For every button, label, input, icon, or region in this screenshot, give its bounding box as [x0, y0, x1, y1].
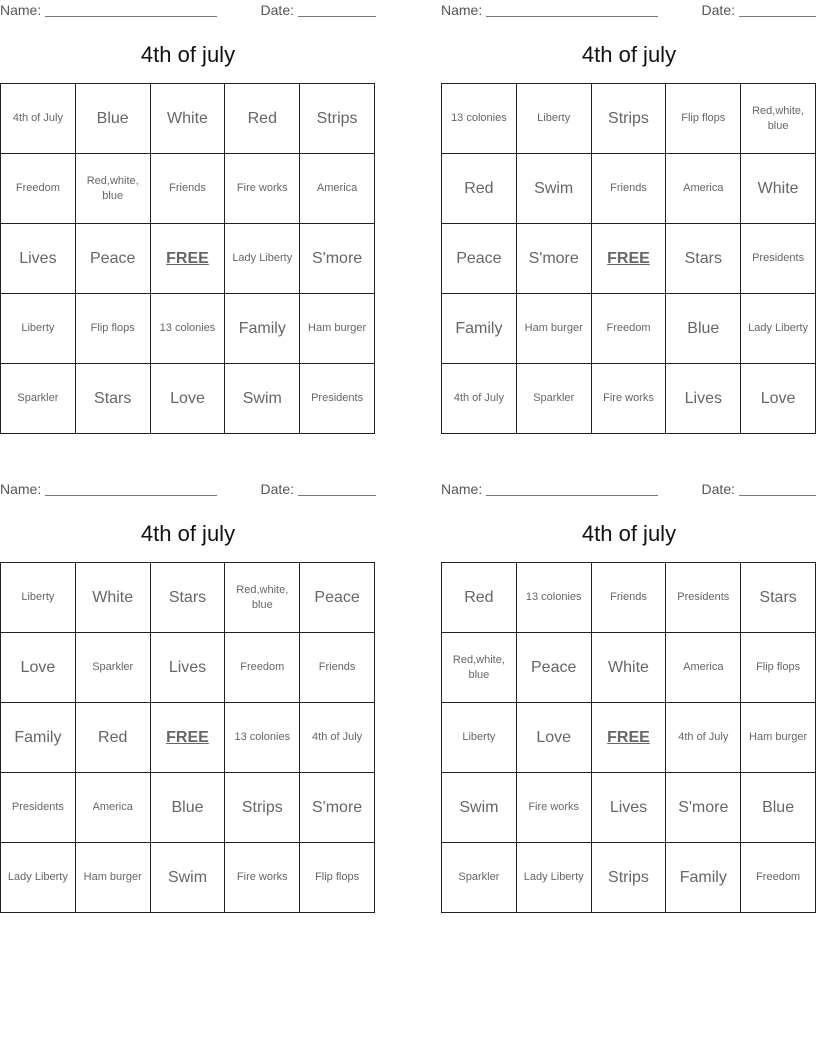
- free-space-cell: FREE: [592, 224, 667, 294]
- bingo-cell: Lady Liberty: [1, 843, 76, 913]
- bingo-cell: Strips: [300, 84, 375, 154]
- name-field: [0, 2, 217, 18]
- bingo-cell: Freedom: [592, 294, 667, 364]
- bingo-cell: S'more: [300, 773, 375, 843]
- bingo-cell: Red,white, blue: [741, 84, 816, 154]
- bingo-cell: 4th of July: [442, 364, 517, 434]
- bingo-cell: S'more: [300, 224, 375, 294]
- bingo-cell: Flip flops: [300, 843, 375, 913]
- bingo-cell: Swim: [442, 773, 517, 843]
- bingo-cell: Blue: [76, 84, 151, 154]
- bingo-cell: Strips: [225, 773, 300, 843]
- bingo-cell: Stars: [666, 224, 741, 294]
- name-label: Name:: [0, 481, 42, 497]
- bingo-cell: White: [592, 633, 667, 703]
- bingo-cell: Fire works: [225, 154, 300, 224]
- card-header: [0, 481, 376, 499]
- bingo-cell: Flip flops: [76, 294, 151, 364]
- bingo-cell: Love: [741, 364, 816, 434]
- bingo-cell: Red,white, blue: [442, 633, 517, 703]
- date-blank-line: [298, 483, 376, 496]
- date-field: [702, 2, 816, 18]
- date-blank-line: [739, 483, 816, 496]
- bingo-cell: Swim: [151, 843, 226, 913]
- bingo-cell: Freedom: [225, 633, 300, 703]
- bingo-cell: America: [76, 773, 151, 843]
- bingo-cell: Peace: [76, 224, 151, 294]
- bingo-cell: Swim: [517, 154, 592, 224]
- bingo-cell: Blue: [151, 773, 226, 843]
- name-field: [0, 481, 217, 497]
- bingo-cell: Liberty: [1, 563, 76, 633]
- bingo-cell: America: [666, 154, 741, 224]
- bingo-cell: Presidents: [666, 563, 741, 633]
- bingo-cell: Sparkler: [442, 843, 517, 913]
- bingo-cell: Fire works: [592, 364, 667, 434]
- date-label: Date:: [260, 481, 294, 497]
- free-space-cell: FREE: [151, 703, 226, 773]
- date-blank-line: [739, 4, 816, 17]
- bingo-cell: Red: [76, 703, 151, 773]
- card-title: 4th of july: [140, 42, 236, 67]
- bingo-cell: Sparkler: [76, 633, 151, 703]
- bingo-cell: Flip flops: [741, 633, 816, 703]
- bingo-cell: Fire works: [225, 843, 300, 913]
- bingo-cell: Blue: [666, 294, 741, 364]
- bingo-cell: Family: [225, 294, 300, 364]
- card-header: [0, 2, 376, 20]
- date-label: Date:: [260, 2, 294, 18]
- bingo-cell: Presidents: [741, 224, 816, 294]
- name-field: [441, 481, 658, 497]
- bingo-cell: Strips: [592, 843, 667, 913]
- card-title: 4th of july: [581, 42, 677, 67]
- bingo-cell: S'more: [517, 224, 592, 294]
- bingo-cell: Friends: [151, 154, 226, 224]
- bingo-cell: Family: [666, 843, 741, 913]
- bingo-cell: Peace: [442, 224, 517, 294]
- bingo-cell: Lady Liberty: [225, 224, 300, 294]
- bingo-cell: Swim: [225, 364, 300, 434]
- bingo-grid: [0, 83, 375, 434]
- bingo-cell: Stars: [76, 364, 151, 434]
- bingo-cell: Freedom: [1, 154, 76, 224]
- bingo-cell: 4th of July: [666, 703, 741, 773]
- bingo-cell: America: [300, 154, 375, 224]
- bingo-cell: Red: [442, 563, 517, 633]
- bingo-cell: Love: [1, 633, 76, 703]
- bingo-cell: Red: [442, 154, 517, 224]
- date-blank-line: [298, 4, 376, 17]
- bingo-cell: Peace: [517, 633, 592, 703]
- date-label: Date:: [701, 2, 735, 18]
- name-blank-line: [486, 483, 658, 496]
- bingo-cell: Ham burger: [76, 843, 151, 913]
- bingo-cell: 13 colonies: [517, 563, 592, 633]
- free-space-cell: FREE: [151, 224, 226, 294]
- bingo-cell: Family: [1, 703, 76, 773]
- bingo-cell: Red,white, blue: [76, 154, 151, 224]
- bingo-cell: Lady Liberty: [741, 294, 816, 364]
- date-field: [261, 481, 376, 497]
- bingo-cell: Ham burger: [741, 703, 816, 773]
- bingo-cell: Stars: [151, 563, 226, 633]
- bingo-cell: Friends: [592, 154, 667, 224]
- bingo-cell: 4th of July: [300, 703, 375, 773]
- bingo-cell: Flip flops: [666, 84, 741, 154]
- bingo-cell: Blue: [741, 773, 816, 843]
- name-blank-line: [45, 483, 217, 496]
- date-label: Date:: [701, 481, 735, 497]
- name-field: [441, 2, 658, 18]
- bingo-cell: Lives: [1, 224, 76, 294]
- bingo-cell: Strips: [592, 84, 667, 154]
- bingo-cell: Liberty: [517, 84, 592, 154]
- bingo-cell: Friends: [300, 633, 375, 703]
- card-header: [441, 2, 816, 20]
- bingo-cell: 13 colonies: [151, 294, 226, 364]
- bingo-cell: Peace: [300, 563, 375, 633]
- bingo-grid: [0, 562, 375, 913]
- bingo-cell: Stars: [741, 563, 816, 633]
- bingo-cell: Fire works: [517, 773, 592, 843]
- name-label: Name:: [0, 2, 42, 18]
- bingo-cell: Freedom: [741, 843, 816, 913]
- bingo-grid: [441, 562, 816, 913]
- bingo-cell: Presidents: [300, 364, 375, 434]
- bingo-cell: White: [76, 563, 151, 633]
- card-title: 4th of july: [581, 521, 677, 546]
- bingo-cell: Love: [517, 703, 592, 773]
- bingo-cell: Family: [442, 294, 517, 364]
- date-field: [702, 481, 816, 497]
- name-blank-line: [486, 4, 658, 17]
- free-space-cell: FREE: [592, 703, 667, 773]
- bingo-cell: Red,white, blue: [225, 563, 300, 633]
- name-blank-line: [45, 4, 217, 17]
- name-label: Name:: [441, 2, 483, 18]
- bingo-cell: Lives: [151, 633, 226, 703]
- bingo-cell: Red: [225, 84, 300, 154]
- bingo-cell: Lives: [666, 364, 741, 434]
- bingo-cell: White: [741, 154, 816, 224]
- bingo-cell: Ham burger: [517, 294, 592, 364]
- bingo-cell: Lives: [592, 773, 667, 843]
- bingo-cell: Liberty: [442, 703, 517, 773]
- bingo-cell: Friends: [592, 563, 667, 633]
- bingo-cell: S'more: [666, 773, 741, 843]
- bingo-cell: 13 colonies: [225, 703, 300, 773]
- bingo-cell: Sparkler: [517, 364, 592, 434]
- card-title: 4th of july: [140, 521, 236, 546]
- bingo-cell: White: [151, 84, 226, 154]
- bingo-cell: Liberty: [1, 294, 76, 364]
- bingo-cell: 13 colonies: [442, 84, 517, 154]
- bingo-cell: America: [666, 633, 741, 703]
- name-label: Name:: [441, 481, 483, 497]
- date-field: [261, 2, 376, 18]
- bingo-cell: Love: [151, 364, 226, 434]
- bingo-cell: Lady Liberty: [517, 843, 592, 913]
- bingo-cell: Sparkler: [1, 364, 76, 434]
- bingo-cell: Ham burger: [300, 294, 375, 364]
- bingo-grid: [441, 83, 816, 434]
- card-header: [441, 481, 816, 499]
- bingo-cell: Presidents: [1, 773, 76, 843]
- bingo-cell: 4th of July: [1, 84, 76, 154]
